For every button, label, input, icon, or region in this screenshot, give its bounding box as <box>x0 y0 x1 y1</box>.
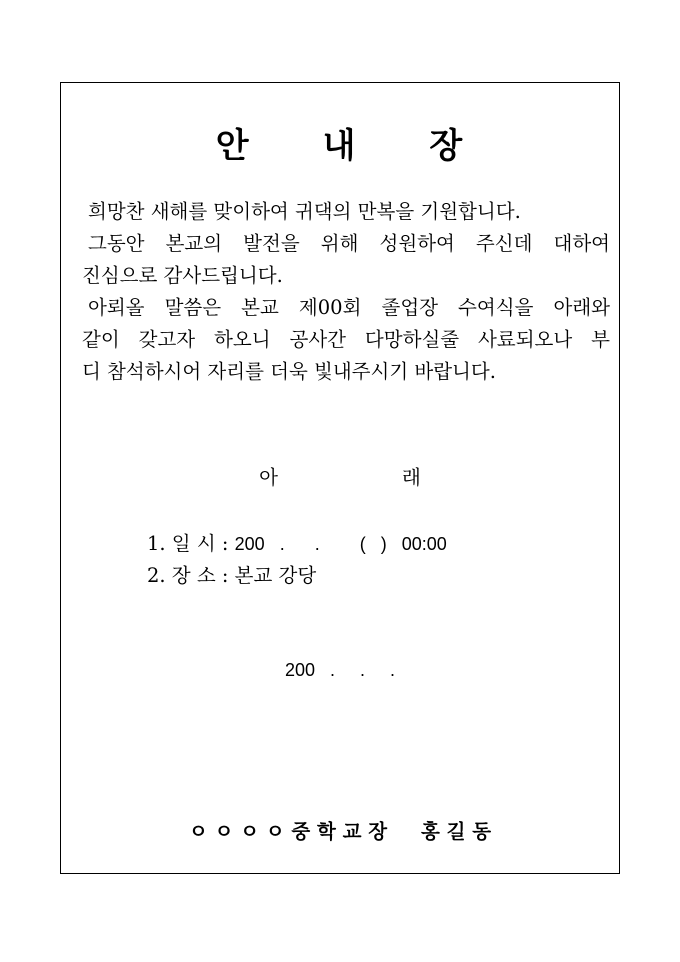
time-item <box>147 528 447 560</box>
ahre-char-2: 래 <box>402 466 421 489</box>
invitation-body <box>82 196 610 388</box>
title-char-1: 안 <box>215 126 251 166</box>
time-value: 200 . . ( ) 00:00 <box>234 534 447 554</box>
title-char-3: 장 <box>429 126 465 166</box>
event-details <box>147 528 447 592</box>
document-title <box>0 118 680 167</box>
body-line-6: 디 참석하시어 자리를 더욱 빛내주시기 바랍니다. <box>82 360 496 383</box>
signature-line: ㅇ ㅇ ㅇ ㅇ 중 학 교 장 홍 길 동 <box>188 820 492 843</box>
body-line-5: 같이 갖고자 하오니 공사간 다망하실줄 사료되오나 부 <box>82 328 610 351</box>
body-line-2: 그동안 본교의 발전을 위해 성원하여 주신데 대하여 <box>88 232 610 255</box>
title-char-2: 내 <box>322 126 358 166</box>
body-line-1: 희망찬 새해를 맞이하여 귀댁의 만복을 기원합니다. <box>88 200 521 223</box>
place-value: 본교 강당 <box>234 564 317 587</box>
time-label: 1. 일 시 : <box>147 532 235 555</box>
issue-date: 200 . . . <box>284 660 396 680</box>
ahre-heading <box>0 462 680 490</box>
place-label: 2. 장 소 : <box>147 564 235 587</box>
body-line-4: 아뢰올 말씀은 본교 제00회 졸업장 수여식을 아래와 <box>88 296 610 319</box>
ahre-char-1: 아 <box>259 466 278 489</box>
body-line-3: 진심으로 감사드립니다. <box>82 264 283 287</box>
place-item <box>147 560 447 592</box>
